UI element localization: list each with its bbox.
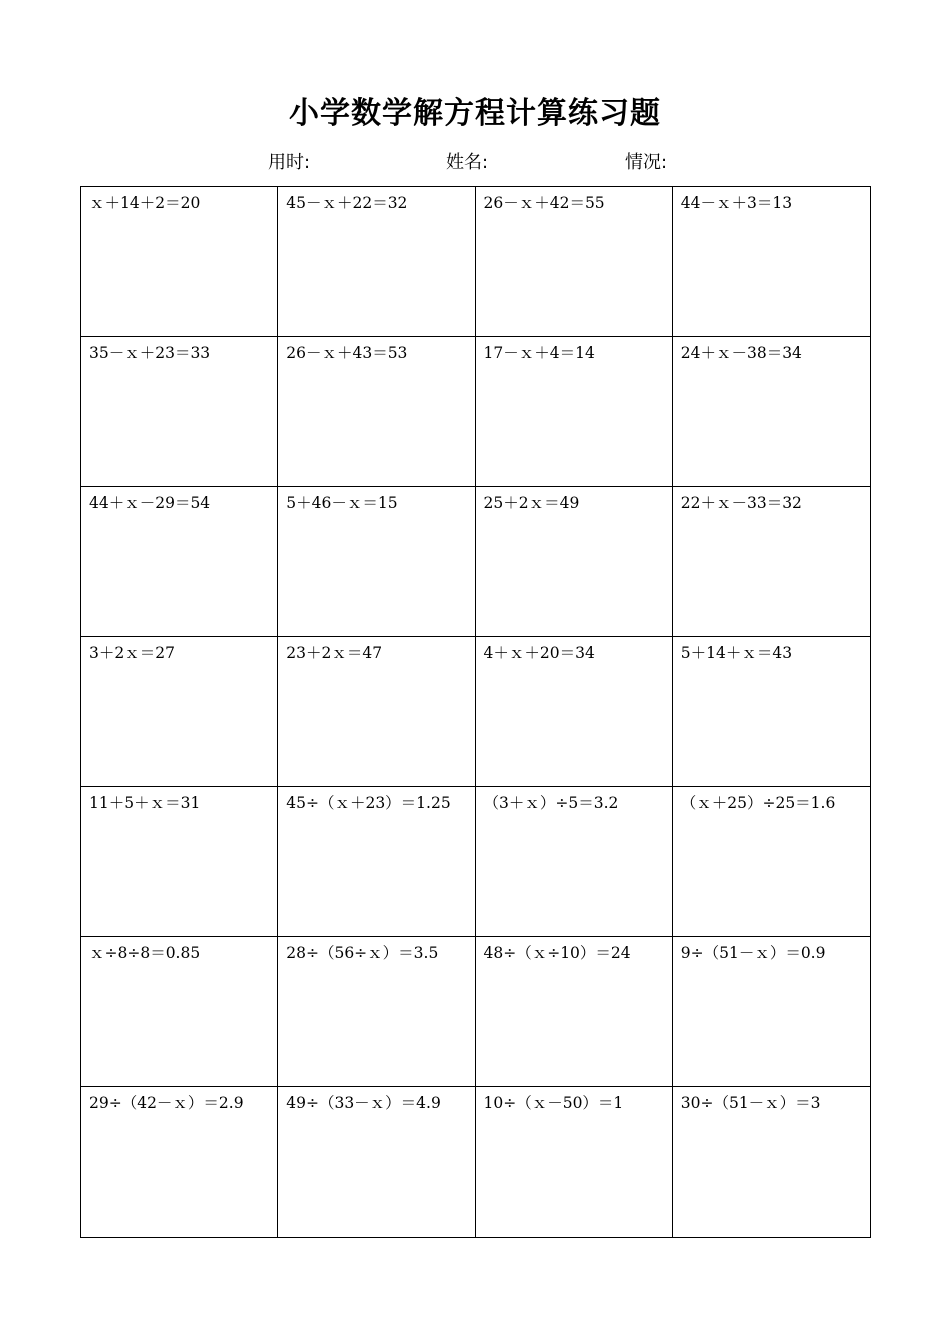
problem-cell: 10÷（ｘ－50）＝1 [476,1087,673,1237]
problem-cell: 17－ｘ＋4＝14 [476,337,673,487]
problem-cell: 11＋5＋ｘ＝31 [81,787,278,937]
problem-cell: 45－ｘ＋22＝32 [278,187,475,337]
problem-cell: ｘ＋14＋2＝20 [81,187,278,337]
problem-grid [80,186,871,1238]
problem-cell: 30÷（51－ｘ）＝3 [680,1094,821,1112]
problem-cell: ｘ÷8÷8＝0.85 [81,937,278,1087]
problem-cell: 25＋2ｘ＝49 [476,487,673,637]
problem-cell: 4＋ｘ＋20＝34 [476,637,673,787]
problem-cell: 44－ｘ＋3＝13 [673,187,870,337]
problem-cell: 3＋2ｘ＝27 [81,637,278,787]
problem-cell: 35－ｘ＋23＝33 [81,337,278,487]
problem-cell: （3＋ｘ）÷5＝3.2 [476,787,673,937]
problem-cell: 5＋46－ｘ＝15 [278,487,475,637]
student-name-label: 姓名: [446,152,489,173]
problem-cell: 29÷（42－ｘ）＝2.9 [81,1087,278,1237]
problem-cell: 45÷（ｘ＋23）＝1.25 [278,787,475,937]
result-status-label: 情况: [625,152,668,173]
problem-cell: 28÷（56÷ｘ）＝3.5 [278,937,475,1087]
problem-cell: 26－ｘ＋43＝53 [278,337,475,487]
problem-cell: 23＋2ｘ＝47 [278,637,475,787]
problem-cell: （ｘ＋25）÷25＝1.6 [673,787,870,937]
time-used-label: 用时: [268,152,311,173]
worksheet-title: 小学数学解方程计算练习题 [289,96,661,131]
problem-cell: 48÷（ｘ÷10）＝24 [476,937,673,1087]
problem-cell: 24＋ｘ－38＝34 [673,337,870,487]
problem-cell: 44＋ｘ－29＝54 [81,487,278,637]
problem-cell: 49÷（33－ｘ）＝4.9 [278,1087,475,1237]
problem-cell: 9÷（51－ｘ）＝0.9 [673,937,870,1087]
problem-cell: 22＋ｘ－33＝32 [673,487,870,637]
problem-cell: 26－ｘ＋42＝55 [476,187,673,337]
problem-cell: 5＋14＋ｘ＝43 [673,637,870,787]
